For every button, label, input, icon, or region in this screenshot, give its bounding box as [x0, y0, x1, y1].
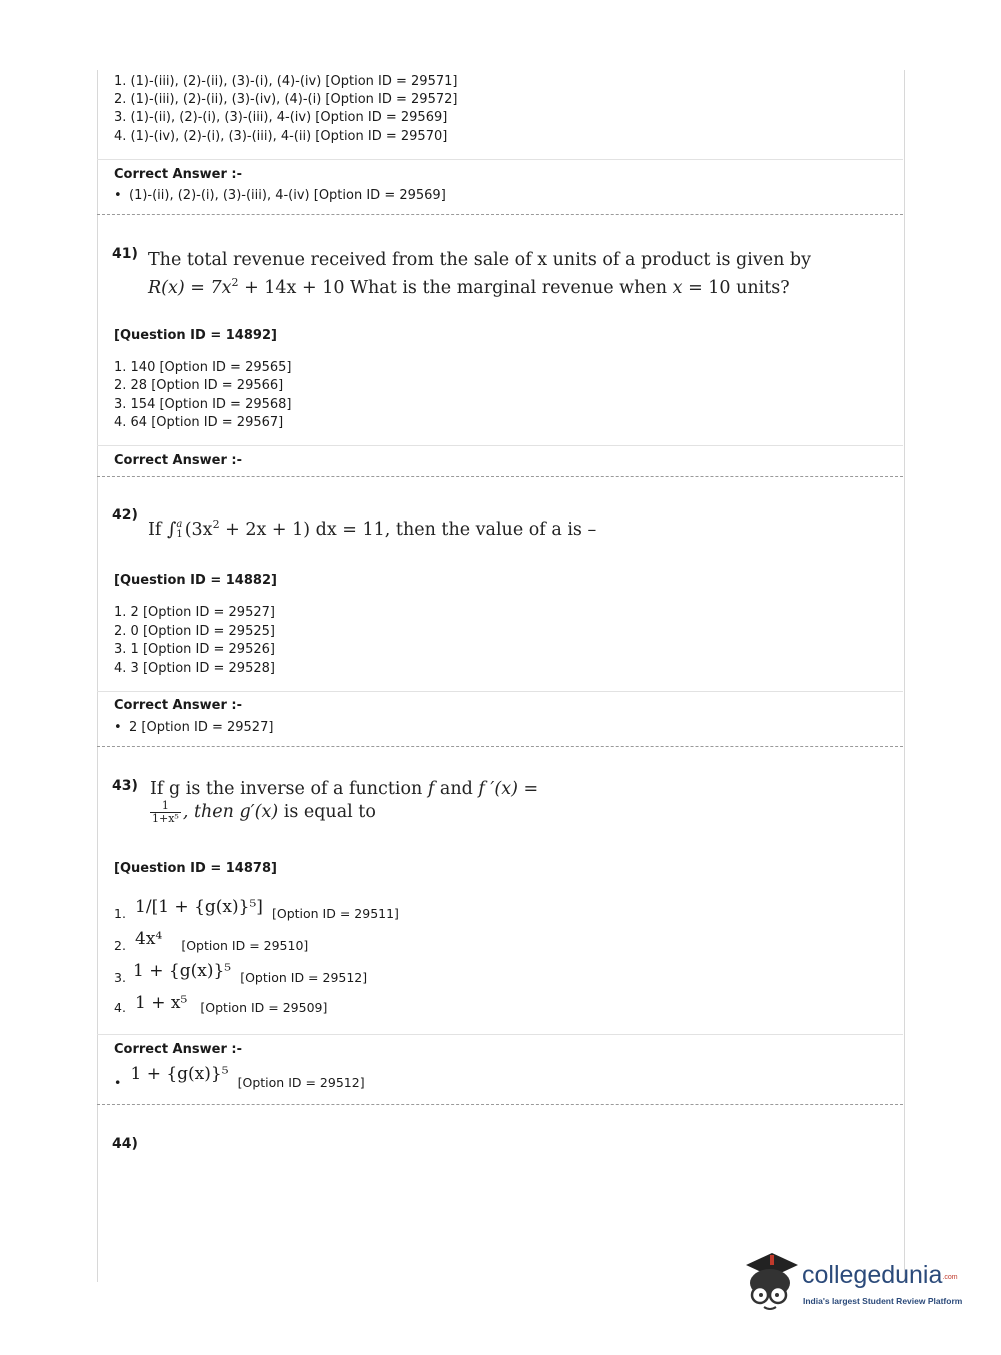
- question-text-line-2: $R(x) = 7x^2 + 14x + 10$ What is the marginal revenue when x = 10 units?: [148, 276, 790, 298]
- option-4: 4. (1)-(iv), (2)-(i), (3)-(iii), 4-(ii) [Option ID = 29570]: [114, 129, 448, 144]
- correct-answer-value: • 1 + {g(x)}⁵ [Option ID = 29512]: [114, 1064, 365, 1090]
- question-number: 44): [112, 1136, 138, 1152]
- question-id: [Question ID = 14892]: [114, 328, 277, 343]
- option-1: 1. (1)-(iii), (2)-(ii), (3)-(i), (4)-(iv) [Option ID = 29571]: [114, 74, 458, 89]
- correct-answer-label: Correct Answer :-: [114, 1042, 242, 1057]
- option-1: 1. 1/[1 + {g(x)}⁵] [Option ID = 29511]: [114, 897, 399, 921]
- option-2: 2. 0 [Option ID = 29525]: [114, 624, 275, 639]
- question-text-line-1: The total revenue received from the sale of x units of a product is given by: [148, 250, 812, 270]
- divider: [97, 445, 903, 446]
- question-separator: [97, 1104, 903, 1105]
- collegedunia-logo: [742, 1247, 972, 1317]
- option-3: 3. 1 + {g(x)}⁵ [Option ID = 29512]: [114, 961, 368, 985]
- divider: [97, 159, 903, 160]
- option-3: 3. (1)-(ii), (2)-(i), (3)-(iii), 4-(iv) [Option ID = 29569]: [114, 110, 448, 125]
- question-separator: [97, 476, 903, 477]
- question-text-line-2: $\frac{1}{\text{1+x⁵}}$ , then g′(x) is equal to: [152, 799, 376, 825]
- correct-answer-label: Correct Answer :-: [114, 167, 242, 182]
- option-2: 2. 28 [Option ID = 29566]: [114, 378, 284, 393]
- option-4: 4. 1 + x⁵ [Option ID = 29509]: [114, 993, 328, 1015]
- question-number: 43): [112, 778, 138, 794]
- question-text: If ∫ a 1 $(3x^2 + 2x + 1)$ dx = 11, then the value of a is –: [148, 518, 597, 541]
- fraction: $\frac{1}{\text{1+x⁵}}$: [152, 799, 179, 825]
- question-text-line-1: If g is the inverse of a function f and f ′(x) =: [150, 779, 539, 799]
- option-1: 1. 140 [Option ID = 29565]: [114, 360, 292, 375]
- question-separator: [97, 746, 903, 747]
- correct-answer-value: • 2 [Option ID = 29527]: [114, 720, 274, 735]
- option-4: 4. 3 [Option ID = 29528]: [114, 661, 275, 676]
- option-3: 3. 1 [Option ID = 29526]: [114, 642, 275, 657]
- mascot-icon: [742, 1247, 802, 1315]
- correct-answer-label: Correct Answer :-: [114, 453, 242, 468]
- question-id: [Question ID = 14882]: [114, 573, 277, 588]
- option-1: 1. 2 [Option ID = 29527]: [114, 605, 275, 620]
- option-4: 4. 64 [Option ID = 29567]: [114, 415, 284, 430]
- brand-name: collegedunia.com: [802, 1261, 958, 1289]
- question-id: [Question ID = 14878]: [114, 861, 277, 876]
- correct-answer-label: Correct Answer :-: [114, 698, 242, 713]
- option-3: 3. 154 [Option ID = 29568]: [114, 397, 292, 412]
- question-number: 42): [112, 507, 138, 523]
- option-2: 2. 4x⁴ [Option ID = 29510]: [114, 929, 309, 953]
- question-separator: [97, 214, 903, 215]
- divider: [97, 691, 903, 692]
- option-2: 2. (1)-(iii), (2)-(ii), (3)-(iv), (4)-(i) [Option ID = 29572]: [114, 92, 458, 107]
- brand-tagline: India's largest Student Review Platform: [803, 1296, 963, 1306]
- question-number: 41): [112, 246, 138, 262]
- correct-answer-value: • (1)-(ii), (2)-(i), (3)-(iii), 4-(iv) [Option ID = 29569]: [114, 188, 446, 203]
- divider: [97, 1034, 903, 1035]
